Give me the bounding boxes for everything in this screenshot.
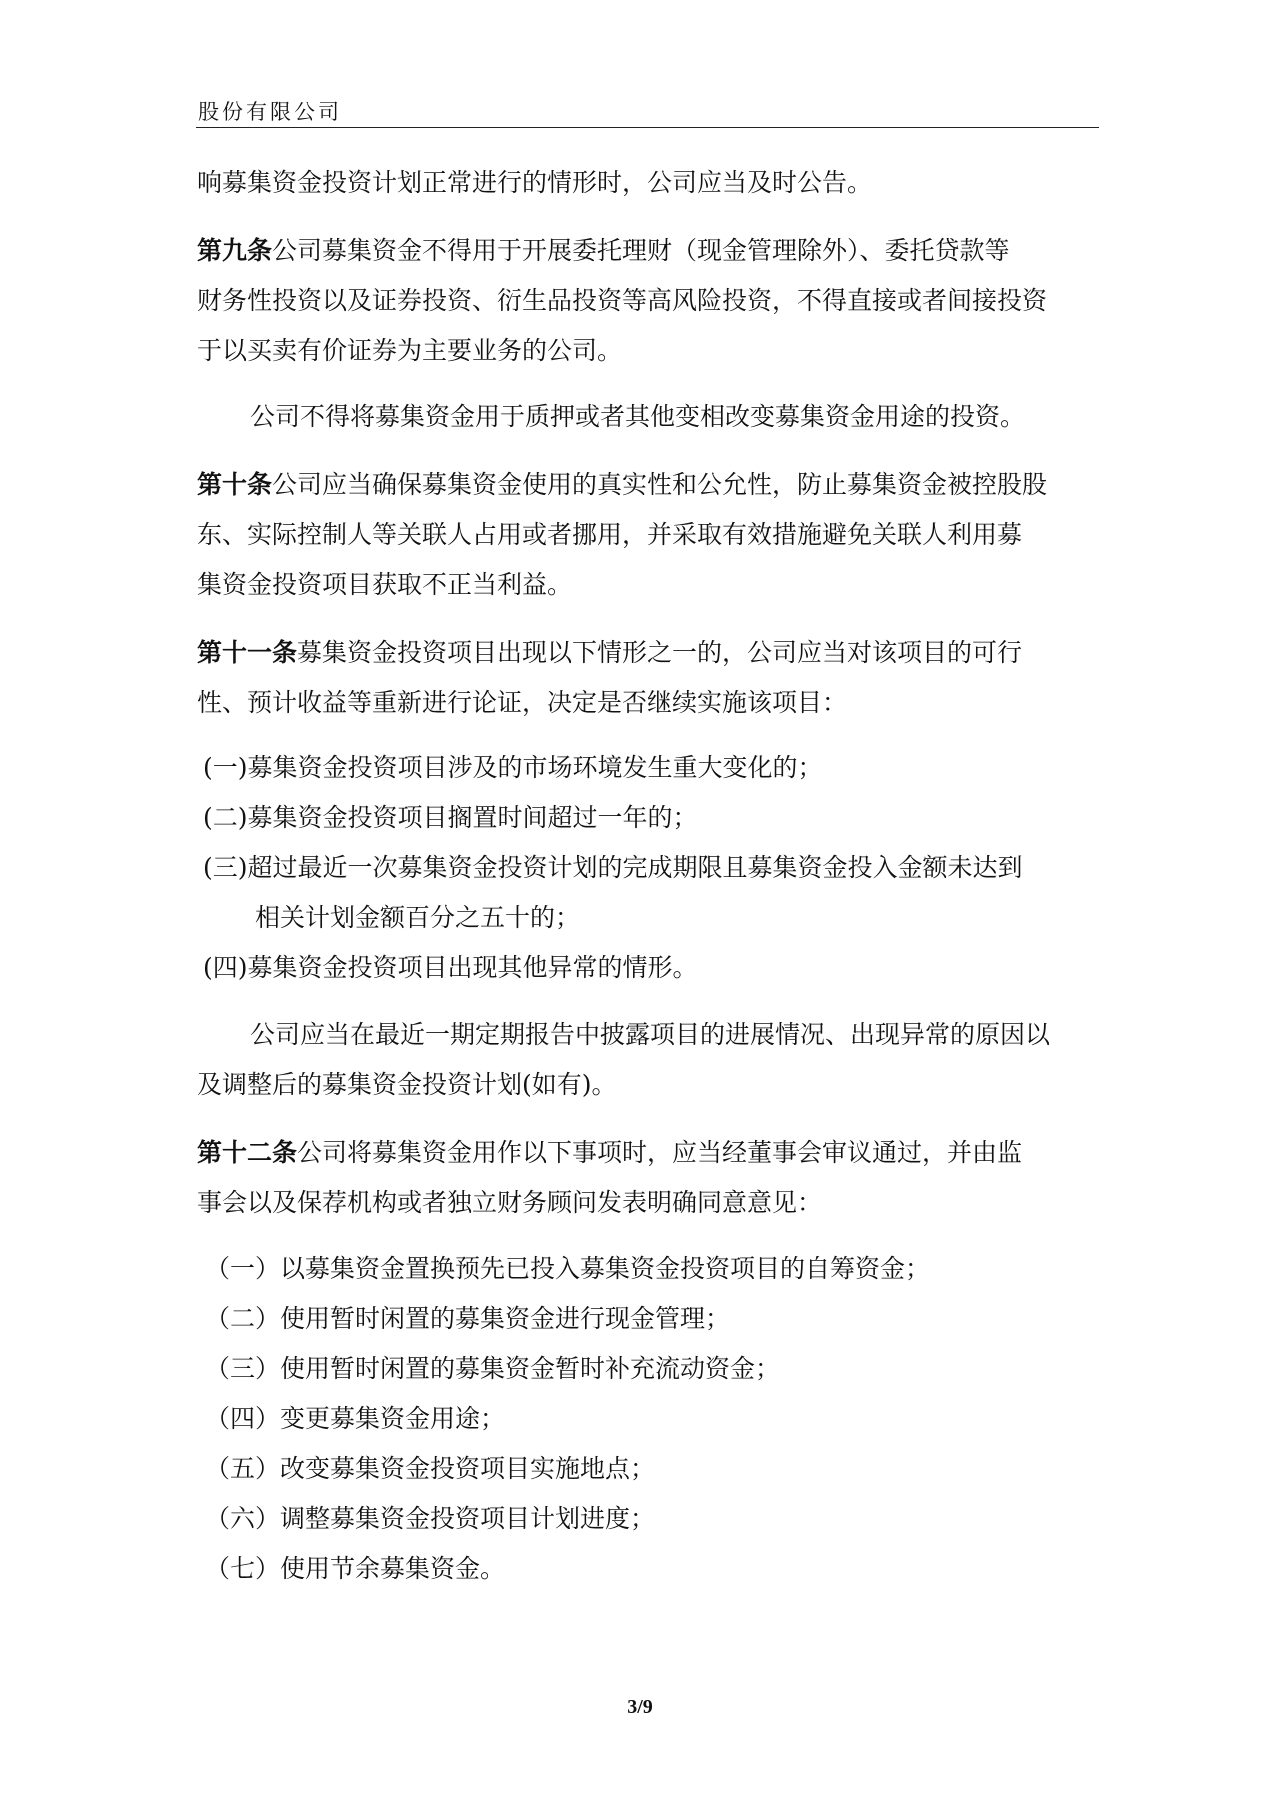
article-12-item-6: （六）调整募集资金投资项目计划进度； <box>205 1504 656 1533</box>
article-9-line-1: 第九条公司募集资金不得用于开展委托理财（现金管理除外）、委托贷款等 <box>197 236 1010 265</box>
running-header: 股份有限公司 <box>198 100 342 124</box>
article-12-line-1: 第十二条公司将募集资金用作以下事项时，应当经董事会审议通过，并由监 <box>197 1138 1023 1167</box>
article-10-label: 第十条 <box>197 470 273 499</box>
article-12-label: 第十二条 <box>197 1138 298 1167</box>
page-number: 3/9 <box>627 1696 653 1718</box>
article-11-item-1: (一)募集资金投资项目涉及的市场环境发生重大变化的； <box>203 753 823 782</box>
article-12-line-2: 事会以及保荐机构或者独立财务顾问发表明确同意意见： <box>197 1188 823 1217</box>
article-11-paragraph-2-line-2: 及调整后的募集资金投资计划(如有)。 <box>197 1070 617 1099</box>
article-11-item-3: (三)超过最近一次募集资金投资计划的完成期限且募集资金投入金额未达到 <box>203 853 1023 882</box>
article-11-item-2: (二)募集资金投资项目搁置时间超过一年的； <box>203 803 698 832</box>
article-9-line-3: 于以买卖有价证券为主要业务的公司。 <box>197 336 623 365</box>
paragraph-line: 响募集资金投资计划正常进行的情形时，公司应当及时公告。 <box>197 168 873 197</box>
article-9-paragraph-2: 公司不得将募集资金用于质押或者其他变相改变募集资金用途的投资。 <box>250 402 1026 431</box>
article-12-item-5: （五）改变募集资金投资项目实施地点； <box>205 1454 656 1483</box>
article-12-item-7: （七）使用节余募集资金。 <box>205 1554 506 1583</box>
article-12-item-3: （三）使用暂时闲置的募集资金暂时补充流动资金； <box>205 1354 781 1383</box>
article-10-line-3: 集资金投资项目获取不正当利益。 <box>197 570 573 599</box>
article-11-line-1: 第十一条募集资金投资项目出现以下情形之一的，公司应当对该项目的可行 <box>197 638 1023 667</box>
article-11-item-4: (四)募集资金投资项目出现其他异常的情形。 <box>203 953 698 982</box>
article-9-line-2: 财务性投资以及证券投资、衍生品投资等高风险投资，不得直接或者间接投资 <box>197 286 1048 315</box>
header-divider <box>196 127 1099 128</box>
article-10-line-1: 第十条公司应当确保募集资金使用的真实性和公允性，防止募集资金被控股股 <box>197 470 1048 499</box>
article-11-item-3-cont: 相关计划金额百分之五十的； <box>255 903 581 932</box>
article-11-label: 第十一条 <box>197 638 298 667</box>
article-12-item-2: （二）使用暂时闲置的募集资金进行现金管理； <box>205 1304 731 1333</box>
article-10-line-2: 东、实际控制人等关联人占用或者挪用，并采取有效措施避免关联人利用募 <box>197 520 1023 549</box>
article-12-item-1: （一）以募集资金置换预先已投入募集资金投资项目的自筹资金； <box>205 1254 931 1283</box>
article-9-label: 第九条 <box>197 236 273 265</box>
article-11-paragraph-2-line-1: 公司应当在最近一期定期报告中披露项目的进展情况、出现异常的原因以 <box>250 1020 1051 1049</box>
article-11-line-2: 性、预计收益等重新进行论证，决定是否继续实施该项目： <box>197 688 848 717</box>
article-12-item-4: （四）变更募集资金用途； <box>205 1404 506 1433</box>
